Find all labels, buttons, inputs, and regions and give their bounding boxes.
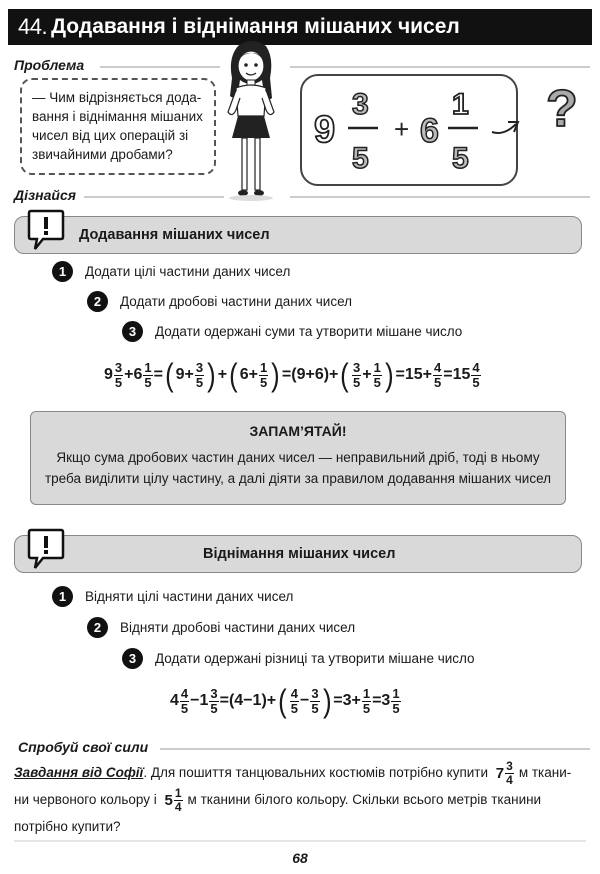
remember-box	[30, 411, 566, 505]
svg-text:?: ?	[546, 80, 578, 136]
task-fragment: м тканини білого кольору. Скільки всього метрів тканини	[187, 792, 542, 808]
fraction: $\frac{1}{5}$	[373, 359, 381, 390]
problem-line: вання і віднімання мішаних	[32, 109, 203, 124]
plus-sign: +	[394, 114, 410, 144]
divider	[160, 748, 590, 750]
formula-term: 9+	[175, 366, 194, 383]
formula-term: 15+	[404, 366, 432, 383]
step-number: 2	[87, 617, 108, 638]
subtraction-step-1	[52, 586, 293, 607]
problem-label: Проблема	[14, 57, 85, 73]
numerator-digit: 1	[452, 88, 469, 121]
whole-part: 6	[133, 366, 143, 383]
footer-divider	[14, 840, 586, 842]
step-text: Відняти дробові частини даних чисел	[120, 620, 356, 635]
numerator-digit: 3	[352, 88, 369, 121]
step-text: Додати цілі частини даних чисел	[85, 264, 291, 279]
fraction-expression-box	[300, 74, 518, 186]
result-whole: 3	[381, 692, 391, 709]
remember-text	[31, 447, 565, 489]
addition-banner	[14, 216, 582, 254]
lesson-number: 44.	[18, 14, 48, 39]
addition-step-2	[87, 291, 352, 312]
whole-part: 1	[199, 692, 209, 709]
learn-label: Дізнайся	[14, 187, 76, 203]
step-number: 2	[87, 291, 108, 312]
remember-title: ЗАПАМ’ЯТАЙ!	[249, 423, 347, 439]
step-number: 3	[122, 648, 143, 669]
step-text: Додати одержані різниці та утворити мішане число	[155, 651, 475, 666]
page-number: 68	[292, 850, 308, 866]
mixed-number: 5 $\frac{1}{4}$	[164, 786, 182, 814]
problem-line: чисел від цих операцій зі	[32, 128, 189, 143]
fraction: $\frac{1}{5}$	[362, 685, 371, 716]
formula-term: (4−1)	[228, 692, 267, 709]
mixed-whole-digit: 6	[420, 112, 439, 150]
fraction: $\frac{3}{5}$	[311, 685, 319, 716]
step-number: 3	[122, 321, 143, 342]
denominator-digit: 5	[352, 142, 369, 175]
fraction: $\frac{1}{5}$	[260, 359, 268, 390]
formula-term: (9+6)	[291, 366, 330, 383]
subtraction-title: Віднімання мішаних чисел	[203, 546, 396, 562]
task-text	[14, 760, 586, 840]
problem-question-box	[20, 78, 216, 175]
divider	[290, 66, 590, 68]
step-number: 1	[52, 261, 73, 282]
remember-line: Якщо сума дробових частин даних чисел — неправильний дріб, тоді в ньому	[56, 450, 540, 465]
addition-formula: 9 $\frac{3}{5}$ + 6 $\frac{1}{5}$ = ( 9+ $\frac{3}{5}$ ) + ( 6+ $\frac{1}{5}$ ) = (9+6) + ( $\frac{3}{5}$ + $\frac{1}{5}$ ) = 15+ $\frac{4}{5}$ = 15 $\frac{4}{5}$	[104, 357, 480, 393]
fraction: $\frac{1}{5}$	[392, 685, 400, 716]
subtraction-formula: 4 $\frac{4}{5}$ − 1 $\frac{3}{5}$ = (4−1) + ( $\frac{4}{5}$ − $\frac{3}{5}$ ) = 3+ $\frac{1}{5}$ = 3 $\frac{1}{5}$	[170, 683, 400, 719]
step-text: Додати одержані суми та утворити мішане число	[155, 324, 463, 339]
subtraction-step-3	[122, 648, 475, 669]
try-label: Спробуй свої сили	[18, 739, 149, 755]
attention-icon	[27, 526, 65, 570]
result-whole: 15	[452, 366, 471, 383]
remember-line: треба виділити цілу частину, а далі діяти за правилом додавання мішаних чисел	[44, 471, 552, 486]
problem-line: звичайними дробами?	[32, 147, 173, 162]
task-fragment: ни червоного кольору і	[14, 792, 157, 808]
divider	[290, 196, 590, 198]
addition-step-1	[52, 261, 290, 282]
fraction: $\frac{4}{5}$	[434, 359, 442, 390]
step-text: Додати дробові частини даних чисел	[120, 294, 353, 309]
step-number: 1	[52, 586, 73, 607]
whole-part: 9	[104, 366, 113, 383]
task-fragment: . Для пошиття танцювальних костюмів потрібно купити	[143, 765, 489, 781]
whole-part: 4	[170, 692, 179, 709]
addition-step-3	[122, 321, 462, 342]
mixed-number: 7 $\frac{3}{4}$	[495, 759, 513, 787]
question-mark-icon	[540, 76, 586, 136]
fraction: $\frac{4}{5}$	[472, 359, 480, 390]
fraction: $\frac{4}{5}$	[180, 685, 189, 716]
fraction: $\frac{4}{5}$	[290, 685, 298, 716]
title-bar	[8, 9, 592, 45]
fraction: $\frac{1}{5}$	[144, 359, 152, 390]
denominator-digit: 5	[452, 142, 469, 175]
fraction: $\frac{3}{5}$	[210, 685, 218, 716]
attention-icon	[27, 207, 65, 251]
divider	[100, 66, 220, 68]
fraction: $\frac{3}{5}$	[114, 359, 123, 390]
fraction: $\frac{3}{5}$	[195, 359, 204, 390]
arrow-icon	[492, 124, 516, 133]
task-fragment: м ткани-	[518, 765, 572, 781]
problem-line: — Чим відрізняється дода-	[32, 90, 202, 105]
subtraction-step-2	[87, 617, 355, 638]
addition-title: Додавання мішаних чисел	[79, 227, 270, 243]
girl-illustration	[218, 38, 284, 204]
mixed-whole-digit: 9	[314, 109, 336, 151]
formula-term: 3+	[342, 692, 361, 709]
task-lead: Завдання від Софії	[14, 765, 144, 781]
subtraction-banner	[14, 535, 582, 573]
task-fragment: потрібно купити?	[14, 819, 121, 834]
divider	[84, 196, 224, 198]
fraction: $\frac{3}{5}$	[353, 359, 361, 390]
step-text: Відняти цілі частини даних чисел	[85, 589, 294, 604]
formula-term: 6+	[239, 366, 259, 383]
page-title: Додавання і віднімання мішаних чисел	[51, 15, 460, 38]
